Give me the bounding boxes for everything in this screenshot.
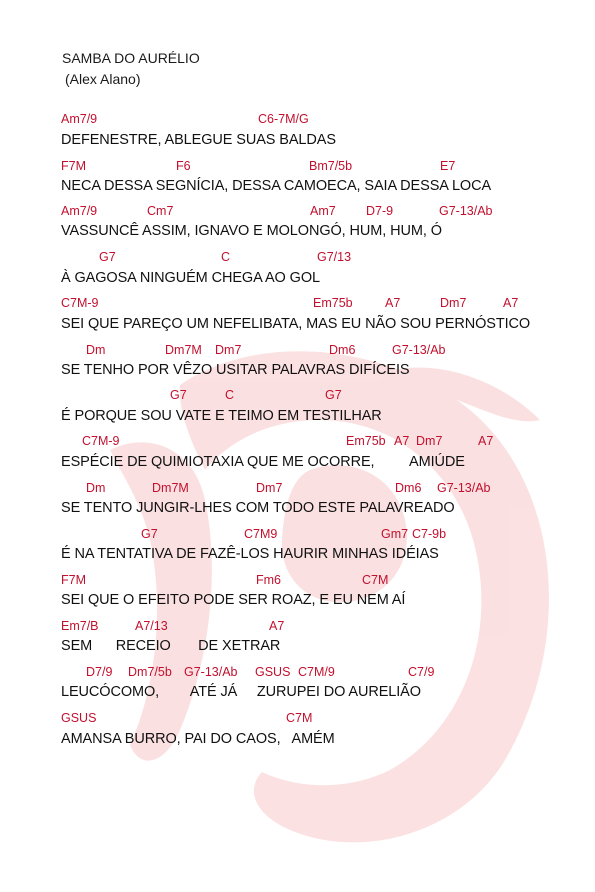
lyric-line: É PORQUE SOU VATE E TEIMO EM TESTILHAR	[61, 408, 382, 424]
lyric-line: DEFENESTRE, ABLEGUE SUAS BALDAS	[61, 132, 336, 148]
chord: G7	[325, 388, 342, 402]
chord: A7	[394, 434, 410, 448]
lyric-line: ESPÉCIE DE QUIMIOTAXIA QUE ME OCORRE, AMIÚDE	[61, 454, 465, 470]
chord: Dm6	[329, 343, 356, 357]
chord: Dm7/5b	[128, 665, 172, 679]
chord: Cm7	[147, 204, 174, 218]
chord: G7	[170, 388, 187, 402]
chord: C6-7M/G	[258, 112, 309, 126]
lyric-line: SE TENHO POR VÊZO USITAR PALAVRAS DIFÍCEIS	[61, 362, 410, 378]
chord: Dm7	[215, 343, 242, 357]
chord: C7M	[286, 711, 313, 725]
chord: C7M-9	[61, 296, 99, 310]
chord: Em7/B	[61, 619, 99, 633]
chord: Fm6	[256, 573, 281, 587]
chord: Dm7	[440, 296, 467, 310]
chord: Em75b	[346, 434, 386, 448]
chord: G7-13/Ab	[184, 665, 238, 679]
chord: Dm6	[395, 481, 422, 495]
chord: D7/9	[86, 665, 113, 679]
chord: C7/9	[408, 665, 435, 679]
chord: G7	[99, 250, 116, 264]
chord: E7	[440, 159, 456, 173]
chord: Em75b	[313, 296, 353, 310]
chord: Dm	[86, 481, 106, 495]
chord: C7M9	[244, 527, 278, 541]
chord: C	[225, 388, 235, 402]
chord: A7	[478, 434, 494, 448]
song-author: (Alex Alano)	[65, 71, 141, 87]
chord: Am7	[310, 204, 336, 218]
chord: C	[221, 250, 231, 264]
chord: G7-13/Ab	[437, 481, 491, 495]
chord: F7M	[61, 573, 86, 587]
lyric-line: SEM RECEIO DE XETRAR	[61, 638, 281, 654]
chord: C7M	[362, 573, 389, 587]
chord: C7-9b	[412, 527, 447, 541]
lyric-line: SE TENTO JUNGIR-LHES COM TODO ESTE PALAVREADO	[61, 500, 455, 516]
chord: G7-13/Ab	[392, 343, 446, 357]
chord: C7M-9	[82, 434, 120, 448]
lyric-line: É NA TENTATIVA DE FAZÊ-LOS HAURIR MINHAS IDÉIAS	[61, 546, 439, 562]
chord: Dm7M	[152, 481, 189, 495]
chord: Gm7	[381, 527, 409, 541]
lyric-line: LEUCÓCOMO, ATÉ JÁ ZURUPEI DO AURELIÃO	[61, 684, 421, 700]
lyric-line: À GAGOSA NINGUÉM CHEGA AO GOL	[61, 270, 320, 286]
chord: F6	[176, 159, 191, 173]
chord: Dm7	[256, 481, 283, 495]
lyric-line: VASSUNCÊ ASSIM, IGNAVO E MOLONGÓ, HUM, HUM, Ó	[61, 223, 442, 239]
chord: Dm7	[416, 434, 443, 448]
lyric-line: NECA DESSA SEGNÍCIA, DESSA CAMOECA, SAIA DESSA LOCA	[61, 178, 492, 194]
chord: GSUS	[61, 711, 97, 725]
chord: G7-13/Ab	[439, 204, 493, 218]
chord: Dm7M	[165, 343, 202, 357]
chord: C7M/9	[298, 665, 335, 679]
song-title: SAMBA DO AURÉLIO	[62, 50, 200, 66]
chord: A7	[269, 619, 285, 633]
chord: GSUS	[255, 665, 291, 679]
chord: F7M	[61, 159, 86, 173]
chord: A7	[385, 296, 401, 310]
chord: A7/13	[135, 619, 168, 633]
chord: Am7/9	[61, 112, 98, 126]
chord: G7/13	[317, 250, 352, 264]
lyric-line: SEI QUE O EFEITO PODE SER ROAZ, E EU NEM AÍ	[61, 592, 406, 608]
chord: Dm	[86, 343, 106, 357]
chord: Am7/9	[61, 204, 98, 218]
lyric-line: AMANSA BURRO, PAI DO CAOS, AMÉM	[61, 731, 335, 747]
lyric-line: SEI QUE PAREÇO UM NEFELIBATA, MAS EU NÃO SOU PERNÓSTICO	[61, 316, 531, 332]
chord: G7	[141, 527, 158, 541]
chord: A7	[503, 296, 519, 310]
chord: D7-9	[366, 204, 394, 218]
chord: Bm7/5b	[309, 159, 353, 173]
